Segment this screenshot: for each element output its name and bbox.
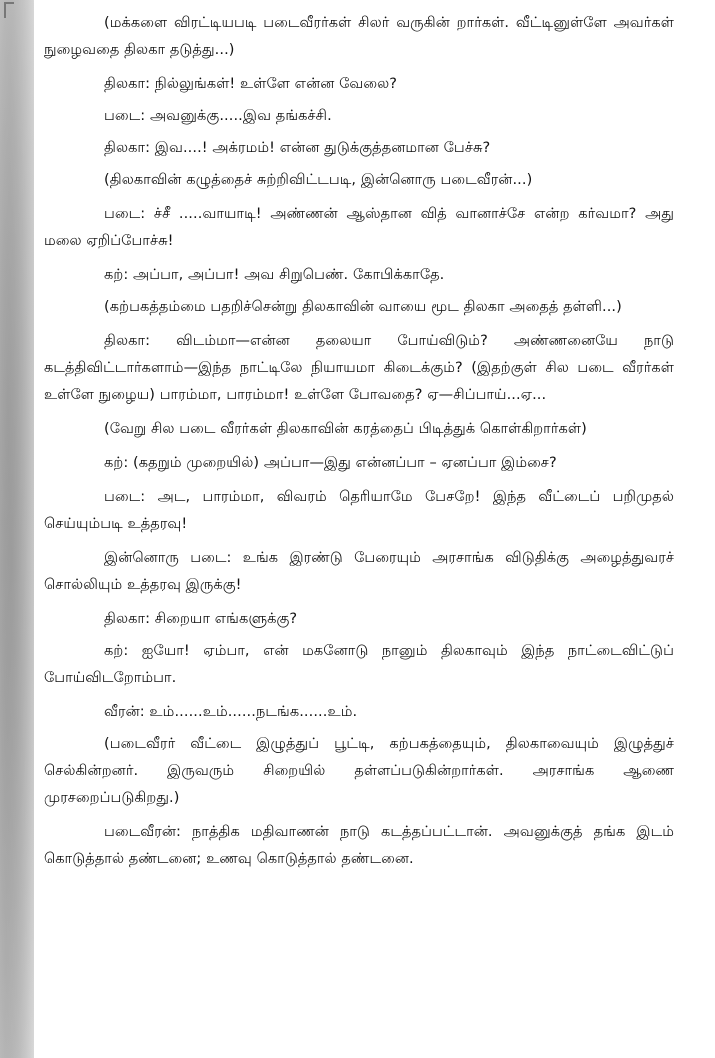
scan-edge-shadow [0, 0, 34, 1058]
dialogue-line: திலகா: விடம்மா—என்ன தலையா போய்விடும்? அண்ணனையே நாடு கடத்திவிட்டார்களாம்—இந்த நாட்டிலே நியாயமா கிடைக்கும்? (இதற்குள் சில படை வீரர்கள் உள்ளே நுழைய) பாரம்மா, பாரம்மா! உள்ளே போவதை? ஏ—சிப்பாய்...ஏ... [44, 333, 674, 403]
stage-direction: (படைவீரர் வீட்டை இழுத்துப் பூட்டி, கற்பகத்தையும், திலகாவையும் இழுத்துச் செல்கின்றனர். இருவரும் சிறையில் தள்ளப்படுகின்றார்கள். அரசாங்க ஆணை முரசறைப்படுகிறது.) [44, 736, 674, 806]
dialogue-line: படைவீரன்: நாத்திக மதிவாணன் நாடு கடத்தப்பட்டான். அவனுக்குத் தங்க இடம் கொடுத்தால் தண்டனை; உணவு கொடுத்தால் தண்டனை. [44, 824, 674, 867]
dialogue-line: படை: ச்சீ .....வாயாடி! அண்ணன் ஆஸ்தான வித் வானாச்சே என்ற கர்வமா? அது மலை ஏறிப்போச்சு! [44, 206, 674, 249]
dialogue-line: வீரன்: உம்......உம்......நடங்க......உம். [104, 704, 358, 720]
dialogue-line: இன்னொரு படை: உங்க இரண்டு பேரையும் அரசாங்க விடுதிக்கு அழைத்துவரச் சொல்லியும் உத்தரவு இருக்கு! [44, 550, 674, 593]
stage-direction: (வேறு சில படை வீரர்கள் திலகாவின் கரத்தைப் பிடித்துக் கொள்கிறார்கள்) [104, 421, 587, 437]
dialogue-line: திலகா: சிறையா எங்களுக்கு? [104, 611, 298, 627]
dialogue-line: கற்: (கதறும் முறையில்) அப்பா—இது என்னப்பா – ஏனப்பா இம்சை? [104, 455, 557, 471]
stage-direction: (திலகாவின் கழுத்தைச் சுற்றிவிட்டபடி, இன்னொரு படைவீரன்...) [104, 172, 533, 188]
dialogue-line: படை: அவனுக்கு.....இவ தங்கச்சி. [104, 108, 332, 124]
dialogue-line: படை: அட, பாரம்மா, விவரம் தெரியாமே பேசறே! இந்த வீட்டைப் பறிமுதல் செய்யும்படி உத்தரவு! [44, 489, 674, 532]
corner-mark [4, 2, 14, 18]
dialogue-line: திலகா: இவ....! அக்ரமம்! என்ன துடுக்குத்தனமான பேச்சு? [104, 140, 491, 156]
dialogue-line: கற்: அப்பா, அப்பா! அவ சிறுபெண். கோபிக்காதே. [104, 267, 445, 283]
stage-direction: (கற்பகத்தம்மை பதறிச்சென்று திலகாவின் வாயை மூட திலகா அதைத் தள்ளி...) [104, 299, 622, 315]
dialogue-line: கற்: ஐயோ! ஏம்பா, என் மகனோடு நானும் திலகாவும் இந்த நாட்டைவிட்டுப் போய்விடறோம்பா. [44, 643, 674, 686]
stage-direction: (மக்களை விரட்டியபடி படைவீரர்கள் சிலர் வருகின் றார்கள். வீட்டினுள்ளே அவர்கள் நுழைவதை திலகா தடுத்து...) [44, 15, 674, 58]
page-body [44, 10, 674, 880]
dialogue-line: திலகா: நில்லுங்கள்! உள்ளே என்ன வேலை? [104, 76, 398, 92]
